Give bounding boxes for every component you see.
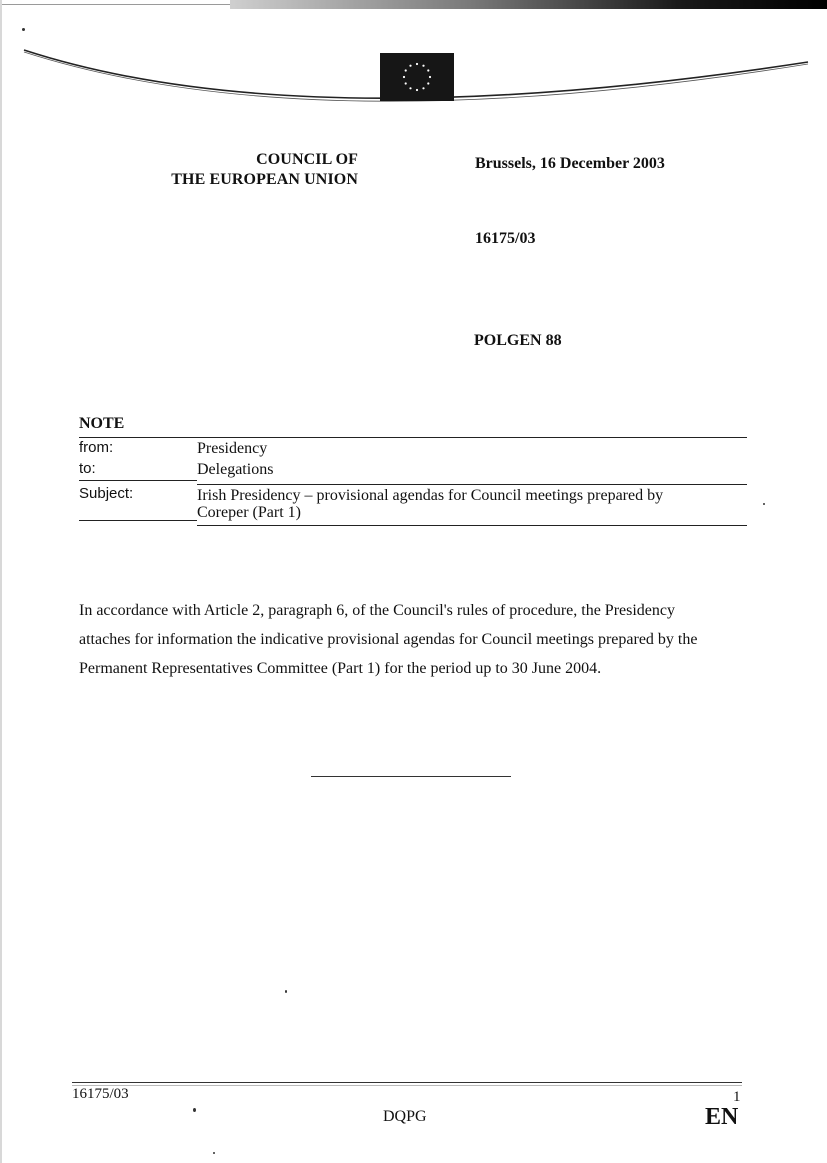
eu-stars-icon [380,53,454,101]
institution-line-2: THE EUROPEAN UNION [171,171,358,188]
subject-value [197,487,717,521]
note-title: NOTE [79,415,125,432]
institution-name [140,150,358,190]
body-line-3: Permanent Representatives Committee (Part 1) for the period up to 30 June 2004. [79,660,602,677]
institution-line-1: COUNCIL OF [256,151,358,168]
note-rule-bottom-right [197,525,747,526]
footer-document-number: 16175/03 [72,1086,129,1102]
eu-flag-icon [380,53,454,101]
footer-page-number: 1 [733,1089,741,1105]
from-label: from: [79,439,114,456]
scan-speck [22,28,25,31]
footer-rule [72,1082,742,1083]
scan-speck [193,1108,196,1112]
footer-department: DQPG [383,1108,427,1125]
scan-edge-shadow [230,0,827,9]
scan-speck [763,503,765,505]
note-rule-bottom-left [79,520,197,521]
footer-rule-shadow [72,1085,742,1086]
note-rule-middle-right [197,484,747,485]
note-rule-top [79,437,747,438]
section-separator [311,776,511,777]
body-line-1: In accordance with Article 2, paragraph 6, of the Council's rules of procedure, the Presidency [79,602,675,619]
scan-speck [285,990,287,993]
subject-line-2: Coreper (Part 1) [197,504,301,521]
place-date: Brussels, 16 December 2003 [475,155,665,172]
scan-speck [213,1152,215,1154]
from-value: Presidency [197,440,268,457]
body-paragraph [79,596,739,683]
to-label: to: [79,460,96,477]
classification-code: POLGEN 88 [474,332,562,349]
document-number: 16175/03 [475,230,536,247]
scan-edge-line [0,4,230,5]
to-value: Delegations [197,461,274,478]
subject-label: Subject: [79,485,134,502]
footer-language: EN [705,1104,739,1130]
note-rule-middle-left [79,480,197,481]
subject-line-1: Irish Presidency – provisional agendas for Council meetings prepared by [197,487,664,504]
body-line-2: attaches for information the indicative provisional agendas for Council meetings prepared by the [79,631,698,648]
scan-left-edge [0,0,2,1163]
